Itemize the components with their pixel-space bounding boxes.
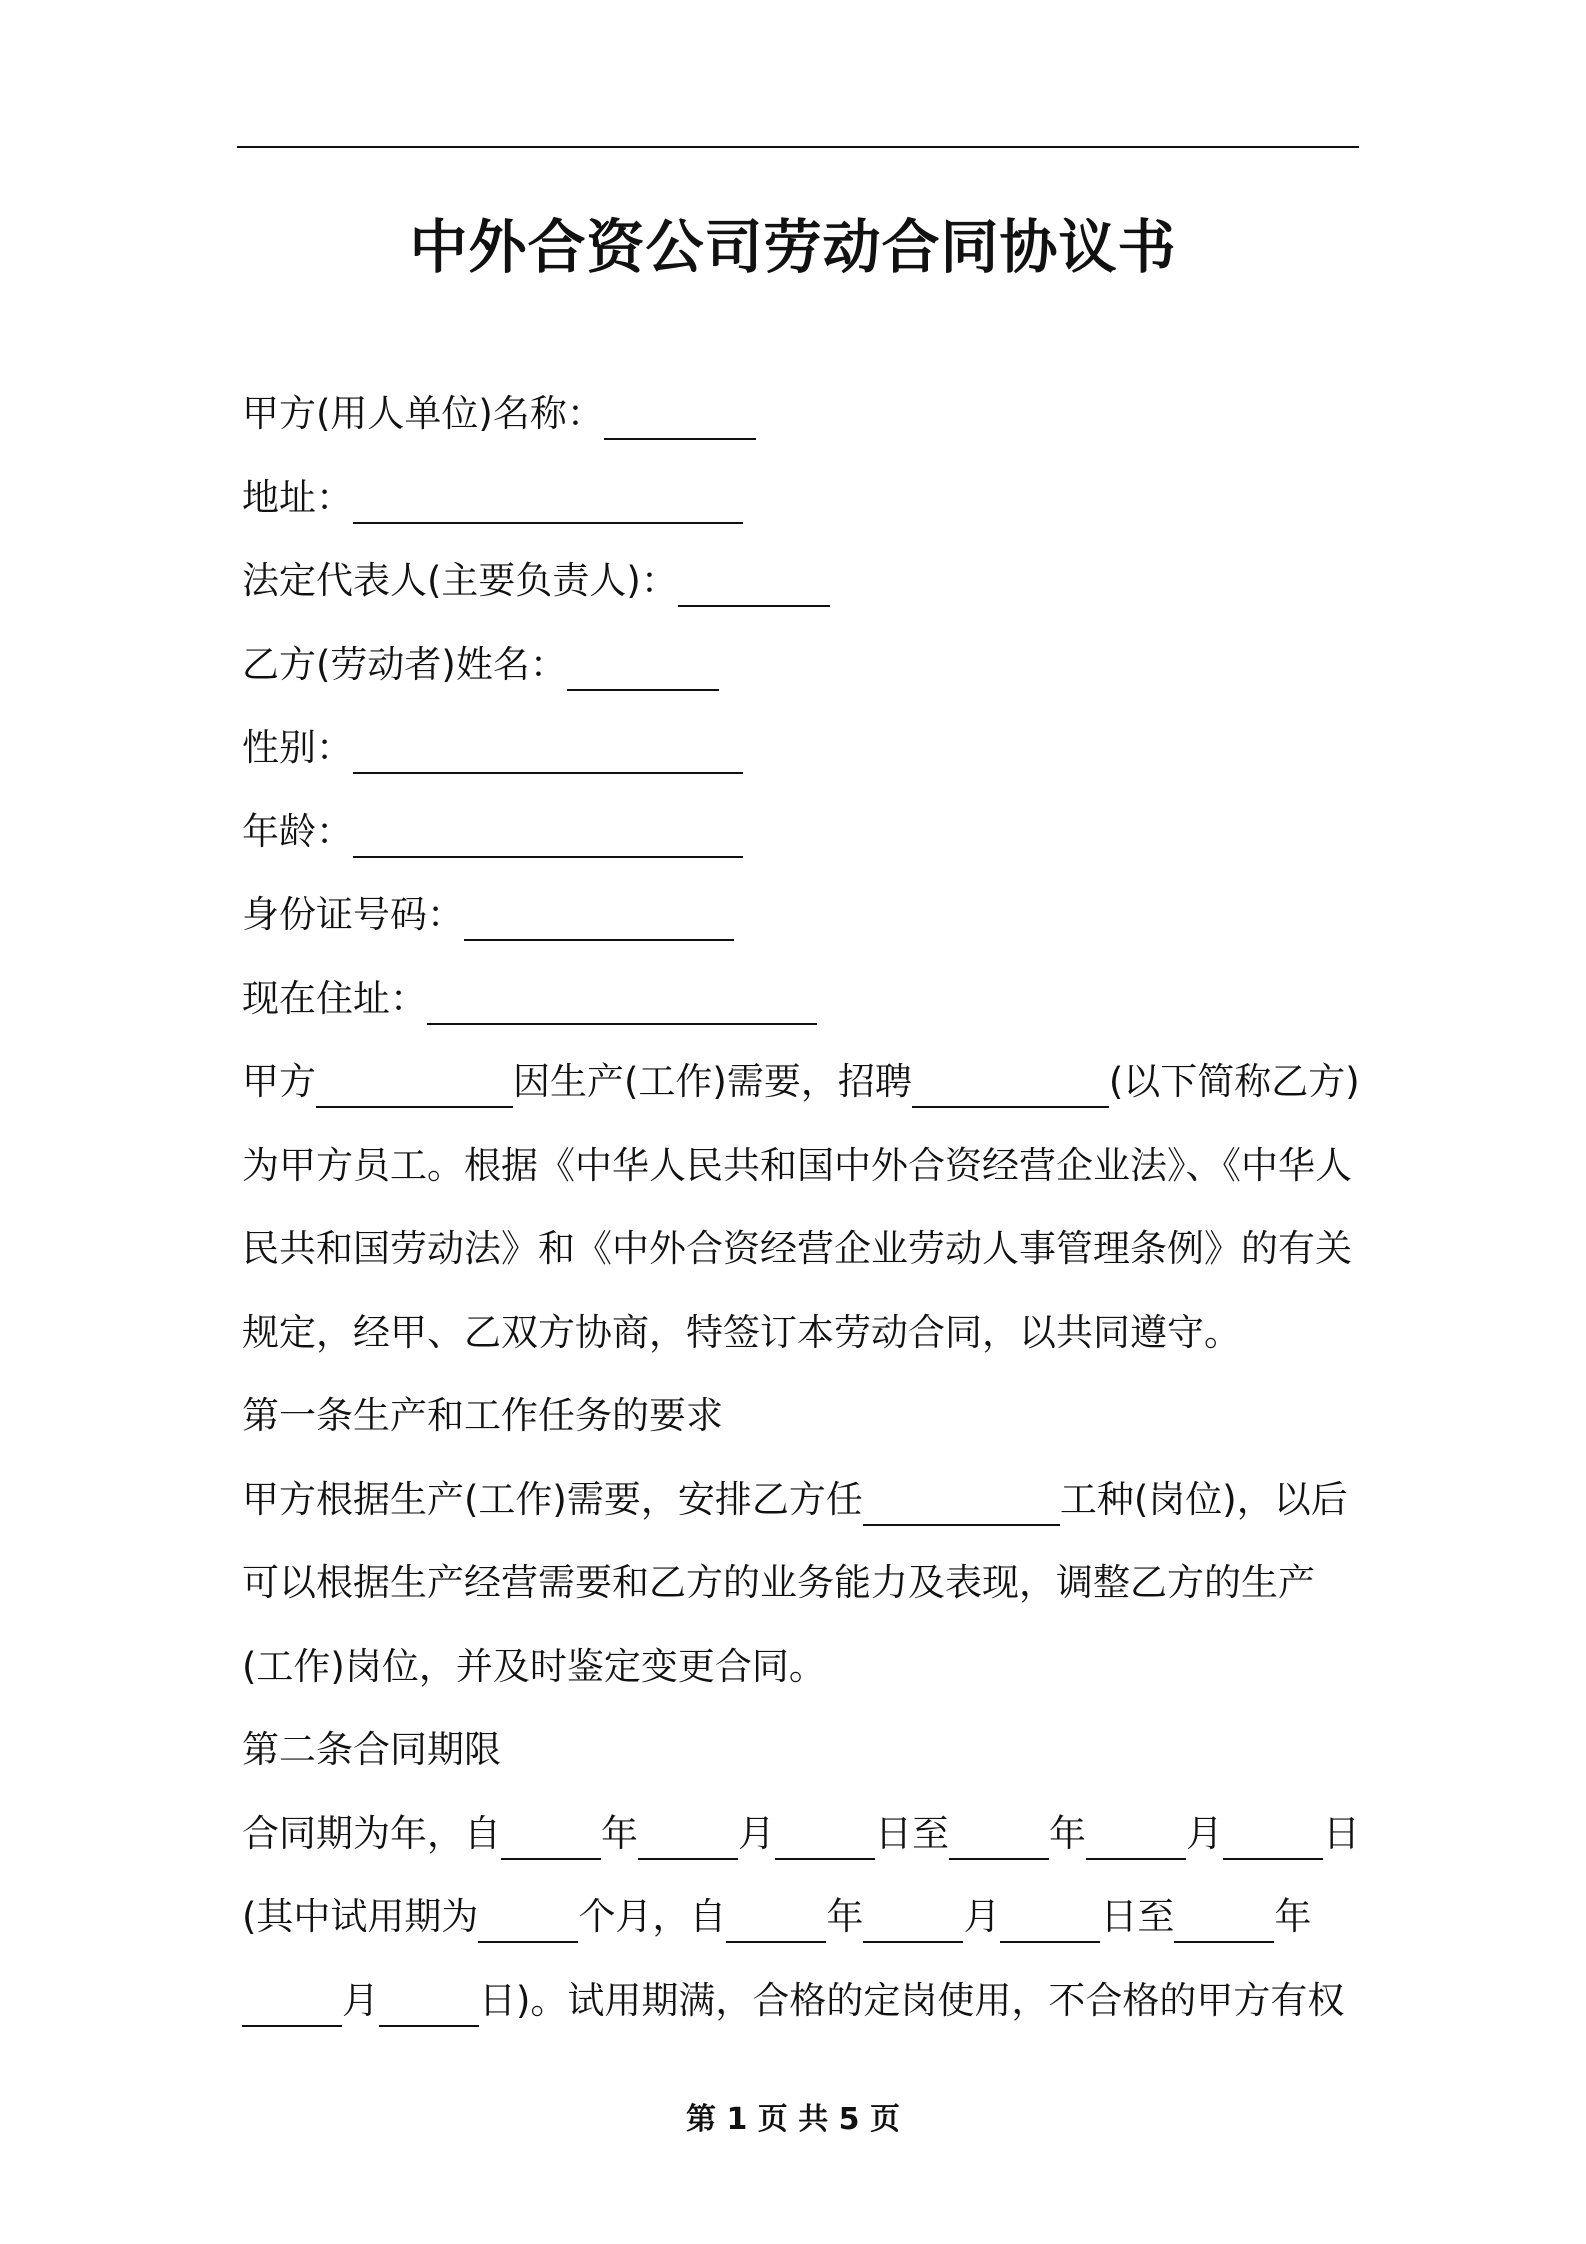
employer-name-field: 甲方(用人单位)名称： bbox=[242, 372, 1362, 456]
blank-line[interactable] bbox=[379, 1981, 479, 2027]
blank-line[interactable] bbox=[726, 1897, 826, 1943]
blank-line[interactable] bbox=[678, 561, 830, 607]
blank-line[interactable] bbox=[949, 1814, 1049, 1860]
intro-line-3: 民共和国劳动法》和《中外合资经营企业劳动人事管理条例》的有关 bbox=[242, 1227, 1352, 1270]
article-2-line-2: (其中试用期为 个月，自 年 月 日至 年 bbox=[242, 1875, 1362, 1959]
intro-line-2: 为甲方员工。根据《中华人民共和国中外合资经营企业法》、《中华人 bbox=[242, 1143, 1352, 1187]
page-footer: 第 1 页 共 5 页 bbox=[686, 2102, 900, 2137]
blank-line[interactable] bbox=[604, 394, 756, 440]
blank-line[interactable] bbox=[1223, 1814, 1323, 1860]
blank-line[interactable] bbox=[464, 895, 734, 941]
article-2-line-1: 合同期为年，自 年 月 日至 年 月 日 bbox=[242, 1792, 1362, 1876]
article-1-line-2: 可以根据生产经营需要和乙方的业务能力及表现，调整乙方的生产 bbox=[242, 1561, 1315, 1604]
blank-line[interactable] bbox=[501, 1814, 601, 1860]
blank-line[interactable] bbox=[567, 645, 719, 691]
article-2-line-3: 月 日)。试用期满，合格的定岗使用，不合格的甲方有权 bbox=[242, 1959, 1362, 2043]
current-address-field: 现在住址： bbox=[242, 957, 1362, 1041]
blank-line[interactable] bbox=[1086, 1814, 1186, 1860]
legal-rep-field: 法定代表人(主要负责人)： bbox=[242, 539, 1362, 623]
blank-line[interactable] bbox=[353, 728, 743, 774]
blank-line[interactable] bbox=[863, 1480, 1060, 1526]
blank-line[interactable] bbox=[353, 812, 743, 858]
address-field: 地址： bbox=[242, 456, 1362, 540]
blank-line[interactable] bbox=[638, 1814, 738, 1860]
blank-line[interactable] bbox=[242, 1981, 342, 2027]
blank-line[interactable] bbox=[353, 478, 743, 524]
blank-line[interactable] bbox=[775, 1814, 875, 1860]
age-field: 年龄： bbox=[242, 790, 1362, 874]
blank-line[interactable] bbox=[1174, 1897, 1274, 1943]
article-1-line-1: 甲方根据生产(工作)需要，安排乙方任 工种(岗位)，以后 bbox=[242, 1458, 1362, 1542]
intro-line-1: 甲方 因生产(工作)需要，招聘 (以下简称乙方) bbox=[242, 1040, 1362, 1124]
intro-line-4: 规定，经甲、乙双方协商，特签订本劳动合同，以共同遵守。 bbox=[242, 1310, 1241, 1354]
blank-line[interactable] bbox=[912, 1062, 1109, 1108]
article-1-heading: 第一条生产和工作任务的要求 bbox=[242, 1394, 723, 1437]
gender-field: 性别： bbox=[242, 706, 1362, 790]
blank-line[interactable] bbox=[1000, 1897, 1100, 1943]
header-rule bbox=[237, 146, 1359, 148]
employee-name-field: 乙方(劳动者)姓名： bbox=[242, 623, 1362, 707]
article-1-line-3: (工作)岗位，并及时鉴定变更合同。 bbox=[242, 1644, 826, 1688]
blank-line[interactable] bbox=[316, 1062, 513, 1108]
blank-line[interactable] bbox=[863, 1897, 963, 1943]
blank-line[interactable] bbox=[478, 1897, 578, 1943]
article-2-heading: 第二条合同期限 bbox=[242, 1728, 501, 1771]
document-body bbox=[242, 372, 1362, 2042]
document-title: 中外合资公司劳动合同协议书 bbox=[409, 213, 1177, 281]
blank-line[interactable] bbox=[427, 979, 817, 1025]
id-number-field: 身份证号码： bbox=[242, 873, 1362, 957]
